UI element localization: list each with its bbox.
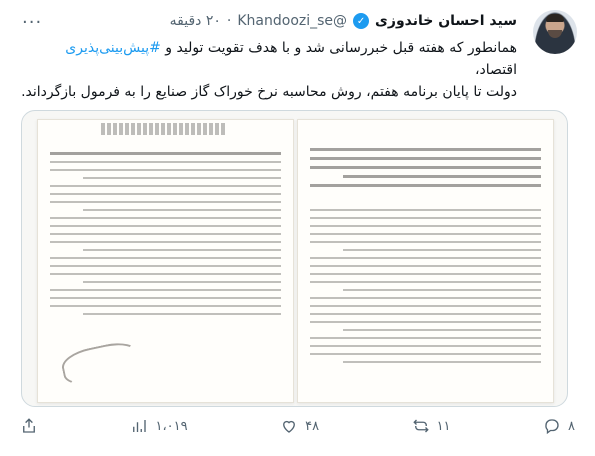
document-line (83, 177, 281, 179)
document-line (310, 184, 541, 187)
attached-images[interactable] (21, 110, 568, 407)
verified-icon: ✓ (353, 13, 369, 29)
document-line (50, 193, 281, 195)
document-line (50, 305, 281, 307)
document-image-left[interactable] (37, 119, 294, 403)
document-line (310, 345, 541, 347)
separator-dot: · (226, 13, 232, 29)
document-line (50, 289, 281, 291)
avatar-beard (548, 30, 562, 38)
tweet-actions-bar (20, 414, 575, 438)
document-line (50, 241, 281, 243)
tweet-text-line-1 (17, 37, 517, 59)
retweet-button[interactable] (412, 417, 451, 435)
reply-button[interactable] (543, 417, 575, 435)
document-line (310, 273, 541, 275)
tweet-text-line-3: دولت تا پایان برنامه هفتم، روش محاسبه نرخ خوراک گاز صنایع را به فرمول بازگرداند. (21, 84, 517, 100)
document-line (310, 265, 541, 267)
document-line (310, 209, 541, 211)
views-count: ۱،۰۱۹ (155, 418, 188, 434)
document-line (50, 265, 281, 267)
document-line (83, 249, 281, 251)
document-line (310, 225, 541, 227)
document-line (50, 217, 281, 219)
document-line (50, 161, 281, 163)
document-line (343, 361, 541, 363)
reply-icon (543, 417, 561, 435)
retweet-icon (412, 417, 430, 435)
document-line (343, 175, 541, 178)
document-line (83, 281, 281, 283)
document-line (50, 152, 281, 155)
likes-count: ۴۸ (305, 418, 320, 434)
views-button[interactable] (130, 417, 187, 435)
document-line (310, 337, 541, 339)
document-line (343, 329, 541, 331)
retweets-count: ۱۱ (436, 418, 451, 434)
document-line (50, 273, 281, 275)
avatar-hair (546, 14, 564, 22)
document-line (310, 321, 541, 323)
document-line (83, 209, 281, 211)
document-line (83, 313, 281, 315)
document-line (310, 166, 541, 169)
document-line (50, 201, 281, 203)
document-line (310, 305, 541, 307)
document-line (50, 297, 281, 299)
document-line (50, 233, 281, 235)
document-line (310, 297, 541, 299)
document-line (310, 241, 541, 243)
document-line (343, 249, 541, 251)
document-line (50, 257, 281, 259)
share-icon (20, 417, 38, 435)
hashtag-link[interactable]: #پیش‌بینی‌پذیری (65, 40, 161, 56)
document-line (310, 233, 541, 235)
document-line (310, 148, 541, 151)
document-line (310, 313, 541, 315)
tweet-time[interactable]: ۲۰ دقیقه (169, 13, 221, 29)
document-line (310, 257, 541, 259)
share-button[interactable] (20, 417, 38, 435)
more-options-icon[interactable]: ··· (22, 12, 43, 33)
document-line (343, 289, 541, 291)
document-header-stamp (101, 123, 227, 135)
tweet-text-part-1: همانطور که هفته قبل خبررسانی شد و با هدف تقویت تولید و (160, 40, 517, 56)
tweet-text (17, 37, 517, 103)
document-line (310, 353, 541, 355)
document-line (50, 225, 281, 227)
author-name[interactable]: سید احسان خاندوزی (375, 13, 517, 29)
document-line (50, 169, 281, 171)
analytics-icon (130, 417, 148, 435)
signature-mark (59, 338, 143, 389)
author-avatar[interactable] (533, 10, 577, 54)
document-line (50, 185, 281, 187)
like-button[interactable] (280, 417, 319, 435)
author-handle[interactable]: @Khandoozi_se (237, 13, 348, 29)
tweet-text-line-2: اقتصاد، (475, 62, 517, 78)
document-line (310, 157, 541, 160)
document-line (310, 217, 541, 219)
document-image-right[interactable] (297, 119, 554, 403)
tweet-header (170, 9, 517, 33)
document-line (310, 281, 541, 283)
heart-icon (280, 417, 298, 435)
replies-count: ۸ (568, 418, 575, 434)
